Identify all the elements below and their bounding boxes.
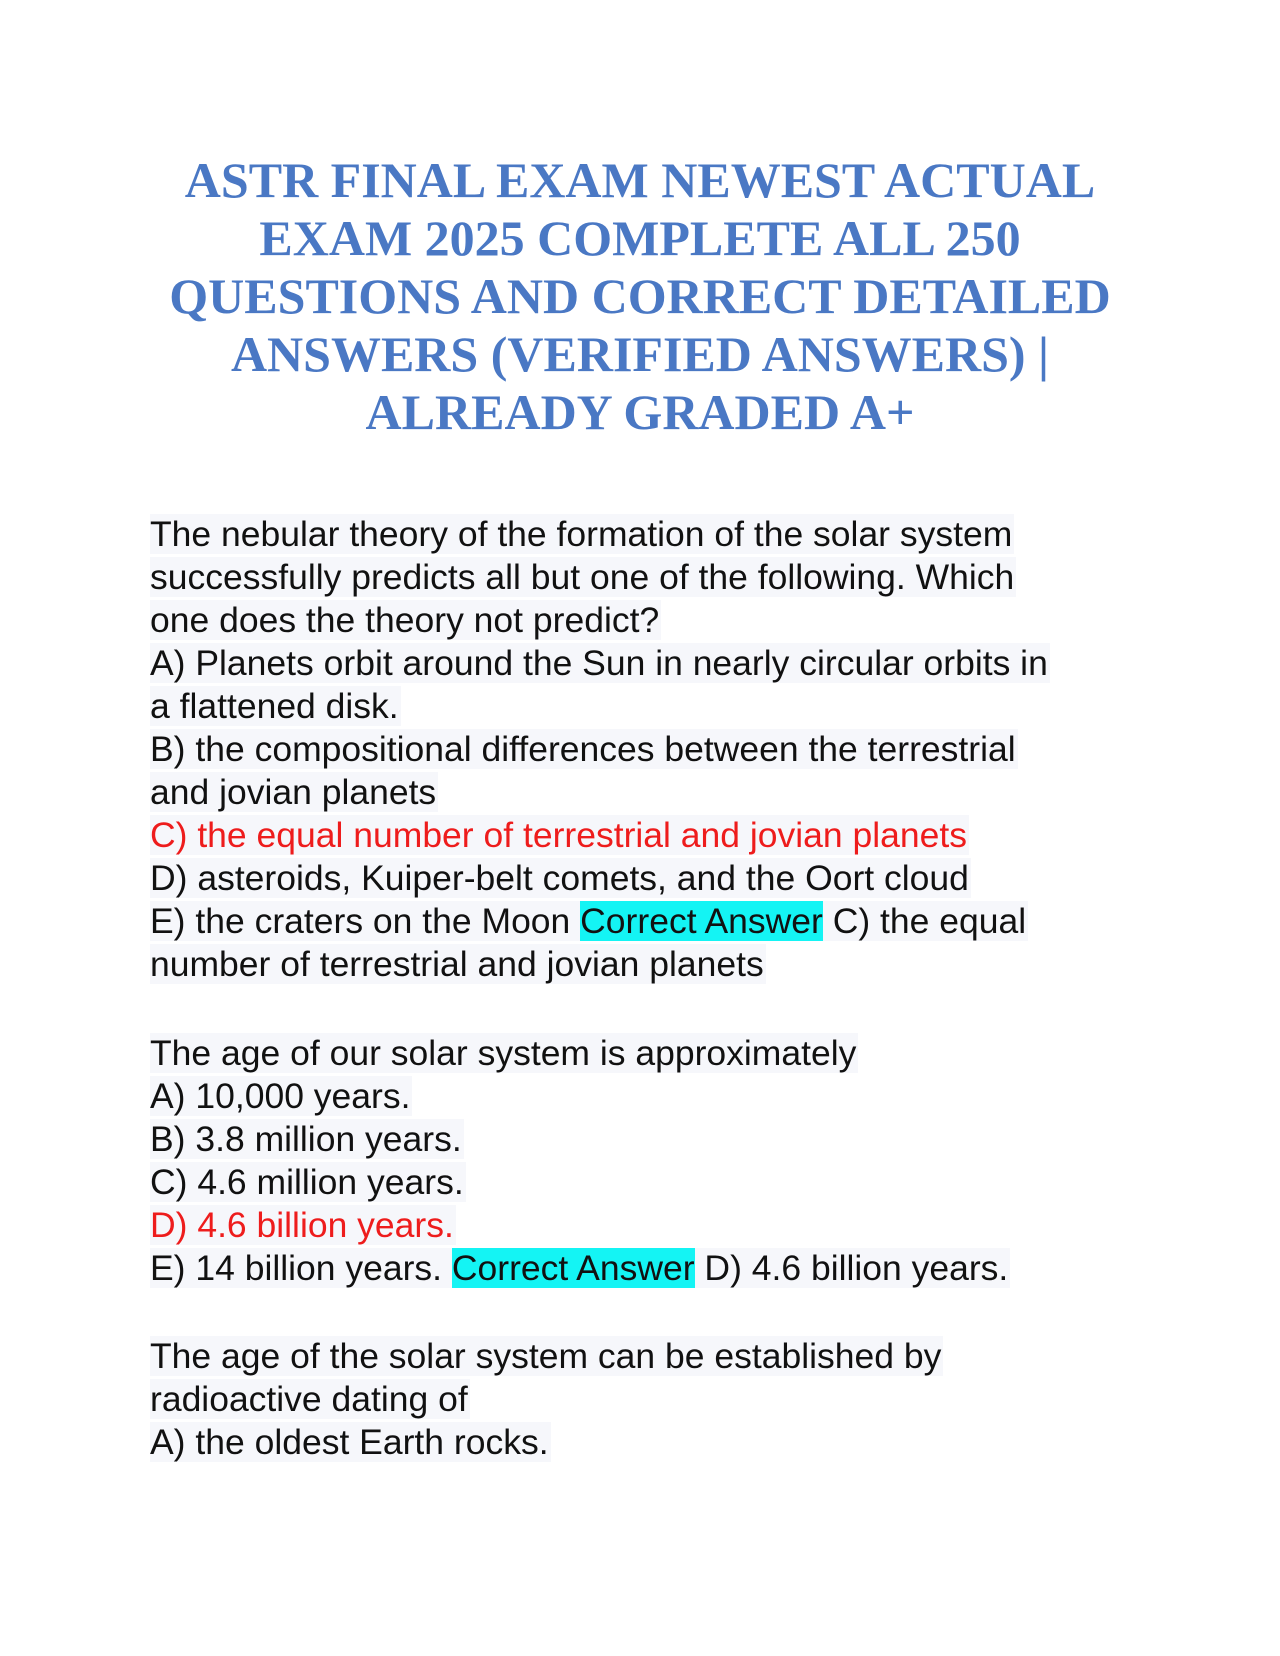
question-stem-line: The age of the solar system can be established by — [150, 1336, 942, 1376]
question-stem: The age of our solar system is approximately — [150, 1033, 857, 1073]
correct-answer-label: Correct Answer — [451, 1248, 695, 1288]
document-title — [140, 151, 1140, 441]
option-a: A) 10,000 years. — [150, 1076, 411, 1116]
title-line: ANSWERS (VERIFIED ANSWERS) | — [230, 326, 1050, 382]
option-a: A) the oldest Earth rocks. — [150, 1422, 549, 1462]
question-2 — [150, 1032, 1010, 1290]
title-line: QUESTIONS AND CORRECT DETAILED — [169, 268, 1111, 324]
option-e — [150, 900, 1050, 943]
question-stem-line: one does the theory not predict? — [150, 600, 660, 640]
answer-text: D) 4.6 billion years. — [694, 1248, 1009, 1288]
question-3 — [150, 1335, 943, 1464]
question-stem-line: successfully predicts all but one of the following. Which — [150, 557, 1015, 597]
option-d: D) asteroids, Kuiper-belt comets, and the Oort cloud — [150, 858, 969, 898]
option-e-text: E) the craters on the Moon — [150, 901, 581, 941]
option-e-text: E) 14 billion years. — [150, 1248, 452, 1288]
option-b: B) the compositional differences between the terrestrial — [150, 729, 1016, 769]
title-line: ALREADY GRADED A+ — [365, 384, 915, 440]
title-line: ASTR FINAL EXAM NEWEST ACTUAL — [184, 152, 1096, 208]
option-c: C) 4.6 million years. — [150, 1162, 464, 1202]
question-1 — [150, 513, 1050, 986]
title-line: EXAM 2025 COMPLETE ALL 250 — [259, 210, 1021, 266]
correct-answer-label: Correct Answer — [580, 901, 823, 941]
option-d-correct: D) 4.6 billion years. — [150, 1205, 454, 1245]
question-stem-line: radioactive dating of — [150, 1379, 468, 1419]
answer-text-cont: number of terrestrial and jovian planets — [150, 944, 764, 984]
option-a: A) Planets orbit around the Sun in nearly circular orbits in — [150, 643, 1048, 683]
option-c-correct: C) the equal number of terrestrial and jovian planets — [150, 815, 967, 855]
option-a-cont: a flattened disk. — [150, 686, 399, 726]
question-stem-line: The nebular theory of the formation of the solar system — [150, 514, 1013, 554]
answer-text: C) the equal — [822, 901, 1027, 941]
option-b-cont: and jovian planets — [150, 772, 437, 812]
option-e — [150, 1247, 1010, 1290]
option-b: B) 3.8 million years. — [150, 1119, 462, 1159]
